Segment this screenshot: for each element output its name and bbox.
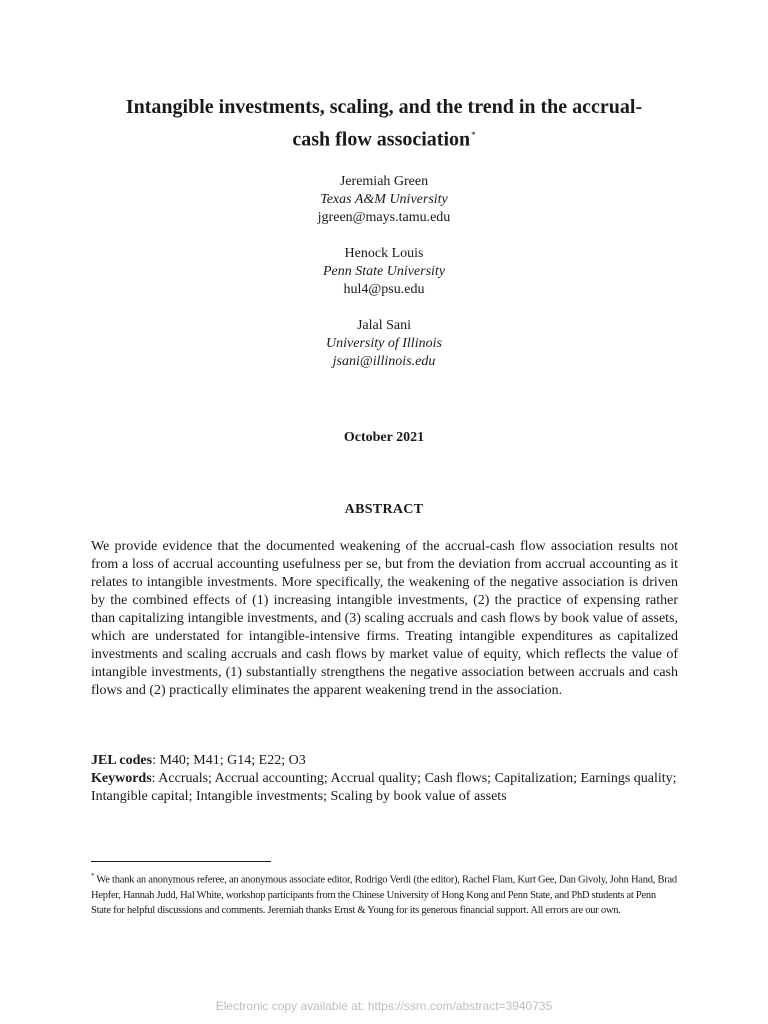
title-line-2-text: cash flow association xyxy=(292,128,471,151)
author-block xyxy=(0,173,768,389)
author-2 xyxy=(0,245,768,299)
paper-title xyxy=(80,93,688,154)
author-name: Jalal Sani xyxy=(356,318,412,333)
author-email[interactable]: jsani@illinois.edu xyxy=(332,354,436,369)
keywords xyxy=(91,770,678,806)
codes-block xyxy=(91,752,678,806)
ssrn-watermark[interactable]: Electronic copy available at: https://ssrn.com/abstract=3940735 xyxy=(215,999,553,1013)
footnote-text: We thank an anonymous referee, an anonymous associate editor, Rodrigo Verdi (the editor), Rachel Flam, Kurt Gee, Dan Givoly, John Hand, Brad Hepfer, Hannah Judd, Hal White, workshop participants from the Chinese University of Hong Kong and Penn State, and PhD students at Penn State for helpful discussions and comments. Jeremiah thanks Ernst & Young for its generous financial support. All errors are our own. xyxy=(91,874,677,916)
title-footnote-mark: * xyxy=(471,130,476,140)
author-affiliation: University of Illinois xyxy=(326,336,442,351)
title-line-2 xyxy=(80,121,688,154)
footnote-divider xyxy=(91,861,271,862)
keywords-value: : Accruals; Accrual accounting; Accrual quality; Cash flows; Capitalization; Earnings quality; Intangible capital; Intangible investments; Scaling by book value of assets xyxy=(91,771,677,804)
author-3 xyxy=(0,317,768,371)
author-name: Henock Louis xyxy=(344,246,424,261)
author-1 xyxy=(0,173,768,227)
abstract-heading: ABSTRACT xyxy=(344,502,424,517)
author-name: Jeremiah Green xyxy=(339,174,429,189)
jel-value: : M40; M41; G14; E22; O3 xyxy=(152,753,306,768)
jel-label: JEL codes xyxy=(91,753,153,768)
footnote xyxy=(91,869,678,918)
title-line-1: Intangible investments, scaling, and the trend in the accrual- xyxy=(125,96,643,118)
publication-date: October 2021 xyxy=(343,430,425,445)
author-email[interactable]: hul4@psu.edu xyxy=(343,282,425,297)
author-affiliation: Penn State University xyxy=(322,264,446,279)
abstract-text: We provide evidence that the documented weakening of the accrual-cash flow association results not from a loss of accrual accounting usefulness per se, but from the deviation from accrual accounting as it relates to intangible investments. More specifically, the weakening of the negative association is driven by the combined effects of (1) increasing intangible investments, (2) the practice of expensing rather than capitalizing intangible investments, and (3) scaling accruals and cash flows by book value of assets, which are understated for intangible-intensive firms. Treating intangible expenditures as capitalized investments and scaling accruals and cash flows by market value of equity, which reflects the value of intangible investments, (1) substantially strengthens the negative association between accruals and cash flows and (2) practically eliminates the apparent weakening trend in the association. xyxy=(91,539,678,698)
author-affiliation: Texas A&M University xyxy=(320,192,448,207)
keywords-label: Keywords xyxy=(91,771,152,786)
footnote-mark: * xyxy=(91,872,95,880)
jel-codes xyxy=(91,752,678,770)
author-email[interactable]: jgreen@mays.tamu.edu xyxy=(317,210,451,225)
